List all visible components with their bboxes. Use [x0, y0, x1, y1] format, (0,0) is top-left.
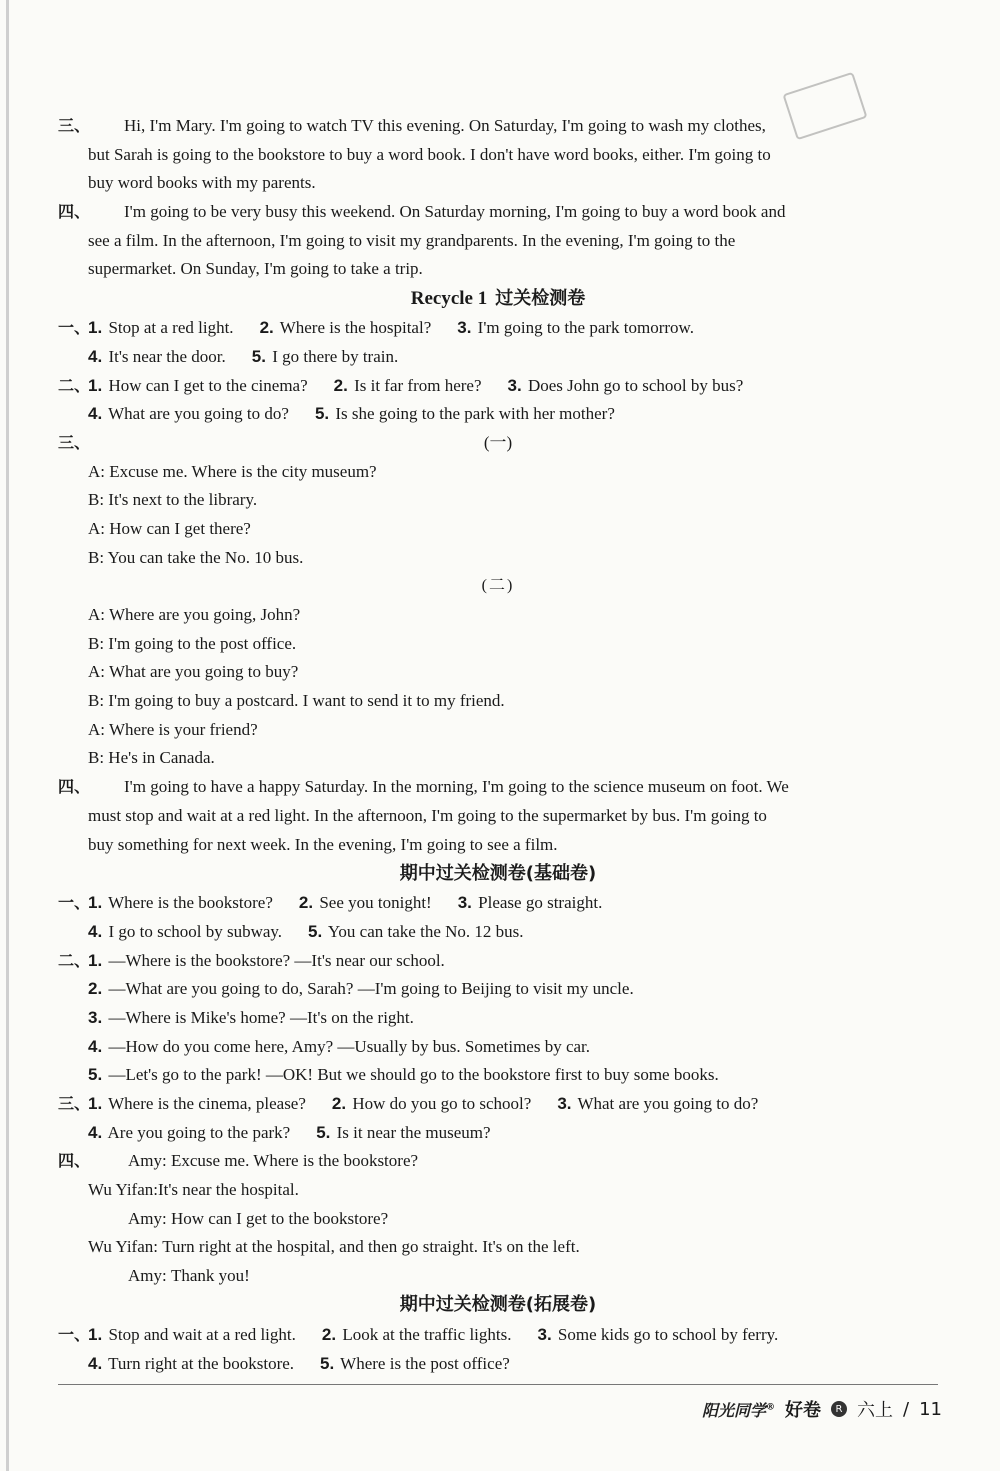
answer-item: I'm going to the park tomorrow. — [477, 318, 694, 338]
answer-item: —Where is the bookstore? —It's near our school. — [108, 950, 445, 970]
r1-part4-line-1 — [58, 773, 938, 802]
dialog-text: It's near the hospital. — [157, 1180, 299, 1200]
sec3-line-3 — [58, 169, 938, 198]
text-line: must stop and wait at a red light. In the afternoon, I'm going to the supermarket by bus. I'm going to — [88, 805, 767, 825]
answer-item: Is it near the museum? — [336, 1122, 491, 1142]
answer-item: How can I get to the cinema? — [108, 375, 308, 395]
answer-item: Is it far from here? — [354, 375, 482, 395]
answer-item: What are you going to do? — [108, 404, 289, 424]
section-marker: 四、 — [58, 202, 91, 222]
dialog-text: A: What are you going to buy? — [88, 662, 299, 682]
answer-item: Where is the bookstore? — [108, 893, 273, 913]
dialog-line — [58, 486, 938, 515]
answer-content — [58, 112, 938, 1378]
sec3-line-1 — [58, 112, 938, 141]
answer-item: —What are you going to do, Sarah? —I'm going to Beijing to visit my uncle. — [108, 979, 634, 999]
section-marker: 四、 — [58, 1151, 91, 1171]
text-line: supermarket. On Sunday, I'm going to take a trip. — [88, 259, 423, 279]
dialog-text: B: I'm going to the post office. — [88, 633, 297, 653]
mb-part1-row2: 4. I go to school by subway. 5. You can take the No. 12 bus. — [88, 921, 524, 941]
r1-part2-row1: 二、 1. How can I get to the cinema? 2. Is it far from here? 3. Does John go to school by bus? — [58, 372, 938, 401]
me-part1-row1: 一、 1. Stop and wait at a red light. 2. Look at the traffic lights. 3. Some kids go to school by ferry. — [58, 1321, 938, 1350]
section-marker: 二、 — [58, 950, 91, 970]
mb-part2-item-1: 二、 1. —Where is the bookstore? —It's near our school. — [58, 947, 938, 976]
text-line: buy word books with my parents. — [88, 173, 316, 193]
heading-cn: 过关检测卷 — [495, 287, 586, 309]
heading-en: Recycle 1 — [410, 287, 488, 309]
speaker: Wu Yifan: — [88, 1180, 158, 1200]
mb-part3-row2: 4. Are you going to the park? 5. Is it near the museum? — [88, 1122, 491, 1142]
dialog-text: How can I get to the bookstore? — [170, 1208, 389, 1228]
section-marker: 一、 — [58, 1324, 91, 1344]
text-line: buy something for next week. In the evening, I'm going to see a film. — [88, 834, 558, 854]
text-line: I'm going to be very busy this weekend. On Saturday morning, I'm going to buy a word book and — [124, 202, 786, 222]
dialog-text: A: Where is your friend? — [88, 719, 258, 739]
answer-item: Stop and wait at a red light. — [108, 1324, 296, 1344]
answer-item: Look at the traffic lights. — [342, 1324, 512, 1344]
answer-item: —How do you come here, Amy? —Usually by bus. Sometimes by car. — [108, 1036, 591, 1056]
answer-item: How do you go to school? — [352, 1094, 532, 1113]
sec4-line-1 — [58, 198, 938, 227]
sec3-line-2 — [58, 141, 938, 170]
answer-item: —Let's go to the park! —OK! But we should go to the bookstore first to buy some books. — [108, 1065, 719, 1085]
answer-item: Where is the cinema, please? — [108, 1094, 306, 1113]
dialog-text: B: It's next to the library. — [88, 490, 258, 510]
dialog-text: A: Where are you going, John? — [88, 605, 301, 624]
page-edge — [6, 0, 9, 1471]
sec4-line-3 — [58, 255, 938, 284]
answer-item: Turn right at the bookstore. — [108, 1353, 295, 1373]
dialog-text: A: Excuse me. Where is the city museum? — [88, 461, 377, 481]
dialog-line — [58, 687, 938, 716]
dialog-line — [58, 744, 938, 773]
mb-part2-item-5: 5. —Let's go to the park! —OK! But we should go to the bookstore first to buy some books. — [58, 1061, 938, 1090]
text-line: see a film. In the afternoon, I'm going to visit my grandparents. In the evening, I'm going to the — [88, 230, 736, 250]
mb-part4-line-2 — [58, 1176, 938, 1205]
answer-item: Where is the hospital? — [279, 318, 432, 338]
answer-item: I go to school by subway. — [108, 921, 283, 941]
sub-heading-2: (二) — [481, 577, 515, 595]
answer-item: What are you going to do? — [577, 1094, 759, 1113]
text-line: but Sarah is going to the bookstore to buy a word book. I don't have word books, either. I'm going to — [88, 144, 771, 164]
mb-part2-item-3: 3. —Where is Mike's home? —It's on the right. — [58, 1004, 938, 1033]
brand-logo: 阳光同学® — [702, 1400, 776, 1420]
dialog-line — [58, 630, 938, 659]
sub-heading-1: (一) — [483, 432, 513, 452]
dialog-text: Excuse me. Where is the bookstore? — [170, 1151, 419, 1171]
page-footer — [702, 1392, 942, 1426]
section-marker: 四、 — [58, 777, 91, 797]
section-marker: 一、 — [58, 318, 91, 338]
divider-slash: / — [903, 1398, 910, 1420]
sec4-line-2 — [58, 227, 938, 256]
dialog-text: B: He's in Canada. — [88, 748, 215, 768]
section-marker: 三、 — [58, 1094, 91, 1113]
answer-item: Some kids go to school by ferry. — [557, 1324, 779, 1344]
brand-name: 阳光同学 — [702, 1400, 767, 1420]
mb-part2-item-2: 2. —What are you going to do, Sarah? —I'm going to Beijing to visit my uncle. — [58, 975, 938, 1004]
dialog-text: B: You can take the No. 10 bus. — [88, 547, 304, 567]
text-line: Hi, I'm Mary. I'm going to watch TV this evening. On Saturday, I'm going to wash my clothes, — [124, 116, 766, 135]
me-part1-row2: 4. Turn right at the bookstore. 5. Where is the post office? — [88, 1353, 510, 1373]
mb-part4-line-4 — [58, 1233, 938, 1262]
dialog-text: B: I'm going to buy a postcard. I want to send it to my friend. — [88, 691, 505, 711]
r1-part1-row1: 一、 1. Stop at a red light. 2. Where is the hospital? 3. I'm going to the park tomorrow. — [58, 314, 938, 343]
answer-item: —Where is Mike's home? —It's on the right. — [108, 1007, 414, 1027]
dialog-text: A: How can I get there? — [88, 518, 251, 538]
answer-item: See you tonight! — [319, 893, 432, 913]
answer-item: Are you going to the park? — [107, 1122, 291, 1142]
speaker: Amy: — [128, 1266, 167, 1286]
dialog-line — [58, 544, 938, 573]
midterm-ext-heading: 期中过关检测卷(拓展卷) — [399, 1294, 597, 1316]
mb-part2-item-4: 4. —How do you come here, Amy? —Usually by bus. Sometimes by car. — [58, 1033, 938, 1062]
dialog-line — [58, 716, 938, 745]
answer-item: Please go straight. — [478, 893, 603, 913]
page-number: 11 — [919, 1398, 942, 1420]
series-name: 好卷 — [785, 1400, 822, 1421]
speaker: Wu Yifan: — [88, 1237, 158, 1257]
answer-item: Where is the post office? — [340, 1353, 510, 1373]
r1-part4-line-3 — [58, 831, 938, 860]
answer-item: It's near the door. — [108, 346, 226, 366]
section-marker: 二、 — [58, 375, 91, 395]
r1-part4-line-2 — [58, 802, 938, 831]
mb-part4-line-1 — [58, 1147, 938, 1176]
midterm-basic-heading: 期中过关检测卷(基础卷) — [399, 862, 597, 884]
speaker: Amy: — [128, 1208, 167, 1228]
dialog-text: Thank you! — [170, 1266, 250, 1286]
answer-item: Is she going to the park with her mother? — [335, 404, 615, 424]
r1-part1-row2: 4. It's near the door. 5. I go there by train. — [88, 346, 399, 366]
footer-rule — [58, 1384, 938, 1385]
grade-label: 六上 — [857, 1400, 894, 1421]
dialog-line — [58, 658, 938, 687]
r1-part3-marker-row — [58, 429, 938, 458]
dialog-text: Turn right at the hospital, and then go straight. It's on the left. — [162, 1237, 580, 1257]
speaker: Amy: — [128, 1151, 167, 1171]
recycle1-heading — [58, 284, 938, 314]
answer-item: I go there by train. — [272, 346, 399, 366]
dialog-line — [58, 458, 938, 487]
mb-part3-row1: 三、 1. Where is the cinema, please? 2. How do you go to school? 3. What are you going to do? — [58, 1090, 938, 1119]
mb-part4-line-3 — [58, 1205, 938, 1234]
text-line: I'm going to have a happy Saturday. In the morning, I'm going to the science museum on foot. We — [124, 777, 789, 797]
edition-badge-icon: R — [831, 1401, 847, 1417]
mb-part1-row1: 一、 1. Where is the bookstore? 2. See you tonight! 3. Please go straight. — [58, 889, 938, 918]
mb-part4-line-5 — [58, 1262, 938, 1291]
dialog-line — [58, 601, 938, 630]
dialog-line — [58, 515, 938, 544]
answer-item: You can take the No. 12 bus. — [327, 921, 524, 941]
section-marker: 一、 — [58, 893, 91, 913]
section-marker: 三、 — [58, 116, 91, 135]
section-marker: 三、 — [58, 432, 91, 452]
answer-item: Does John go to school by bus? — [527, 375, 744, 395]
r1-part2-row2: 4. What are you going to do? 5. Is she going to the park with her mother? — [88, 404, 615, 424]
answer-item: Stop at a red light. — [108, 318, 234, 338]
